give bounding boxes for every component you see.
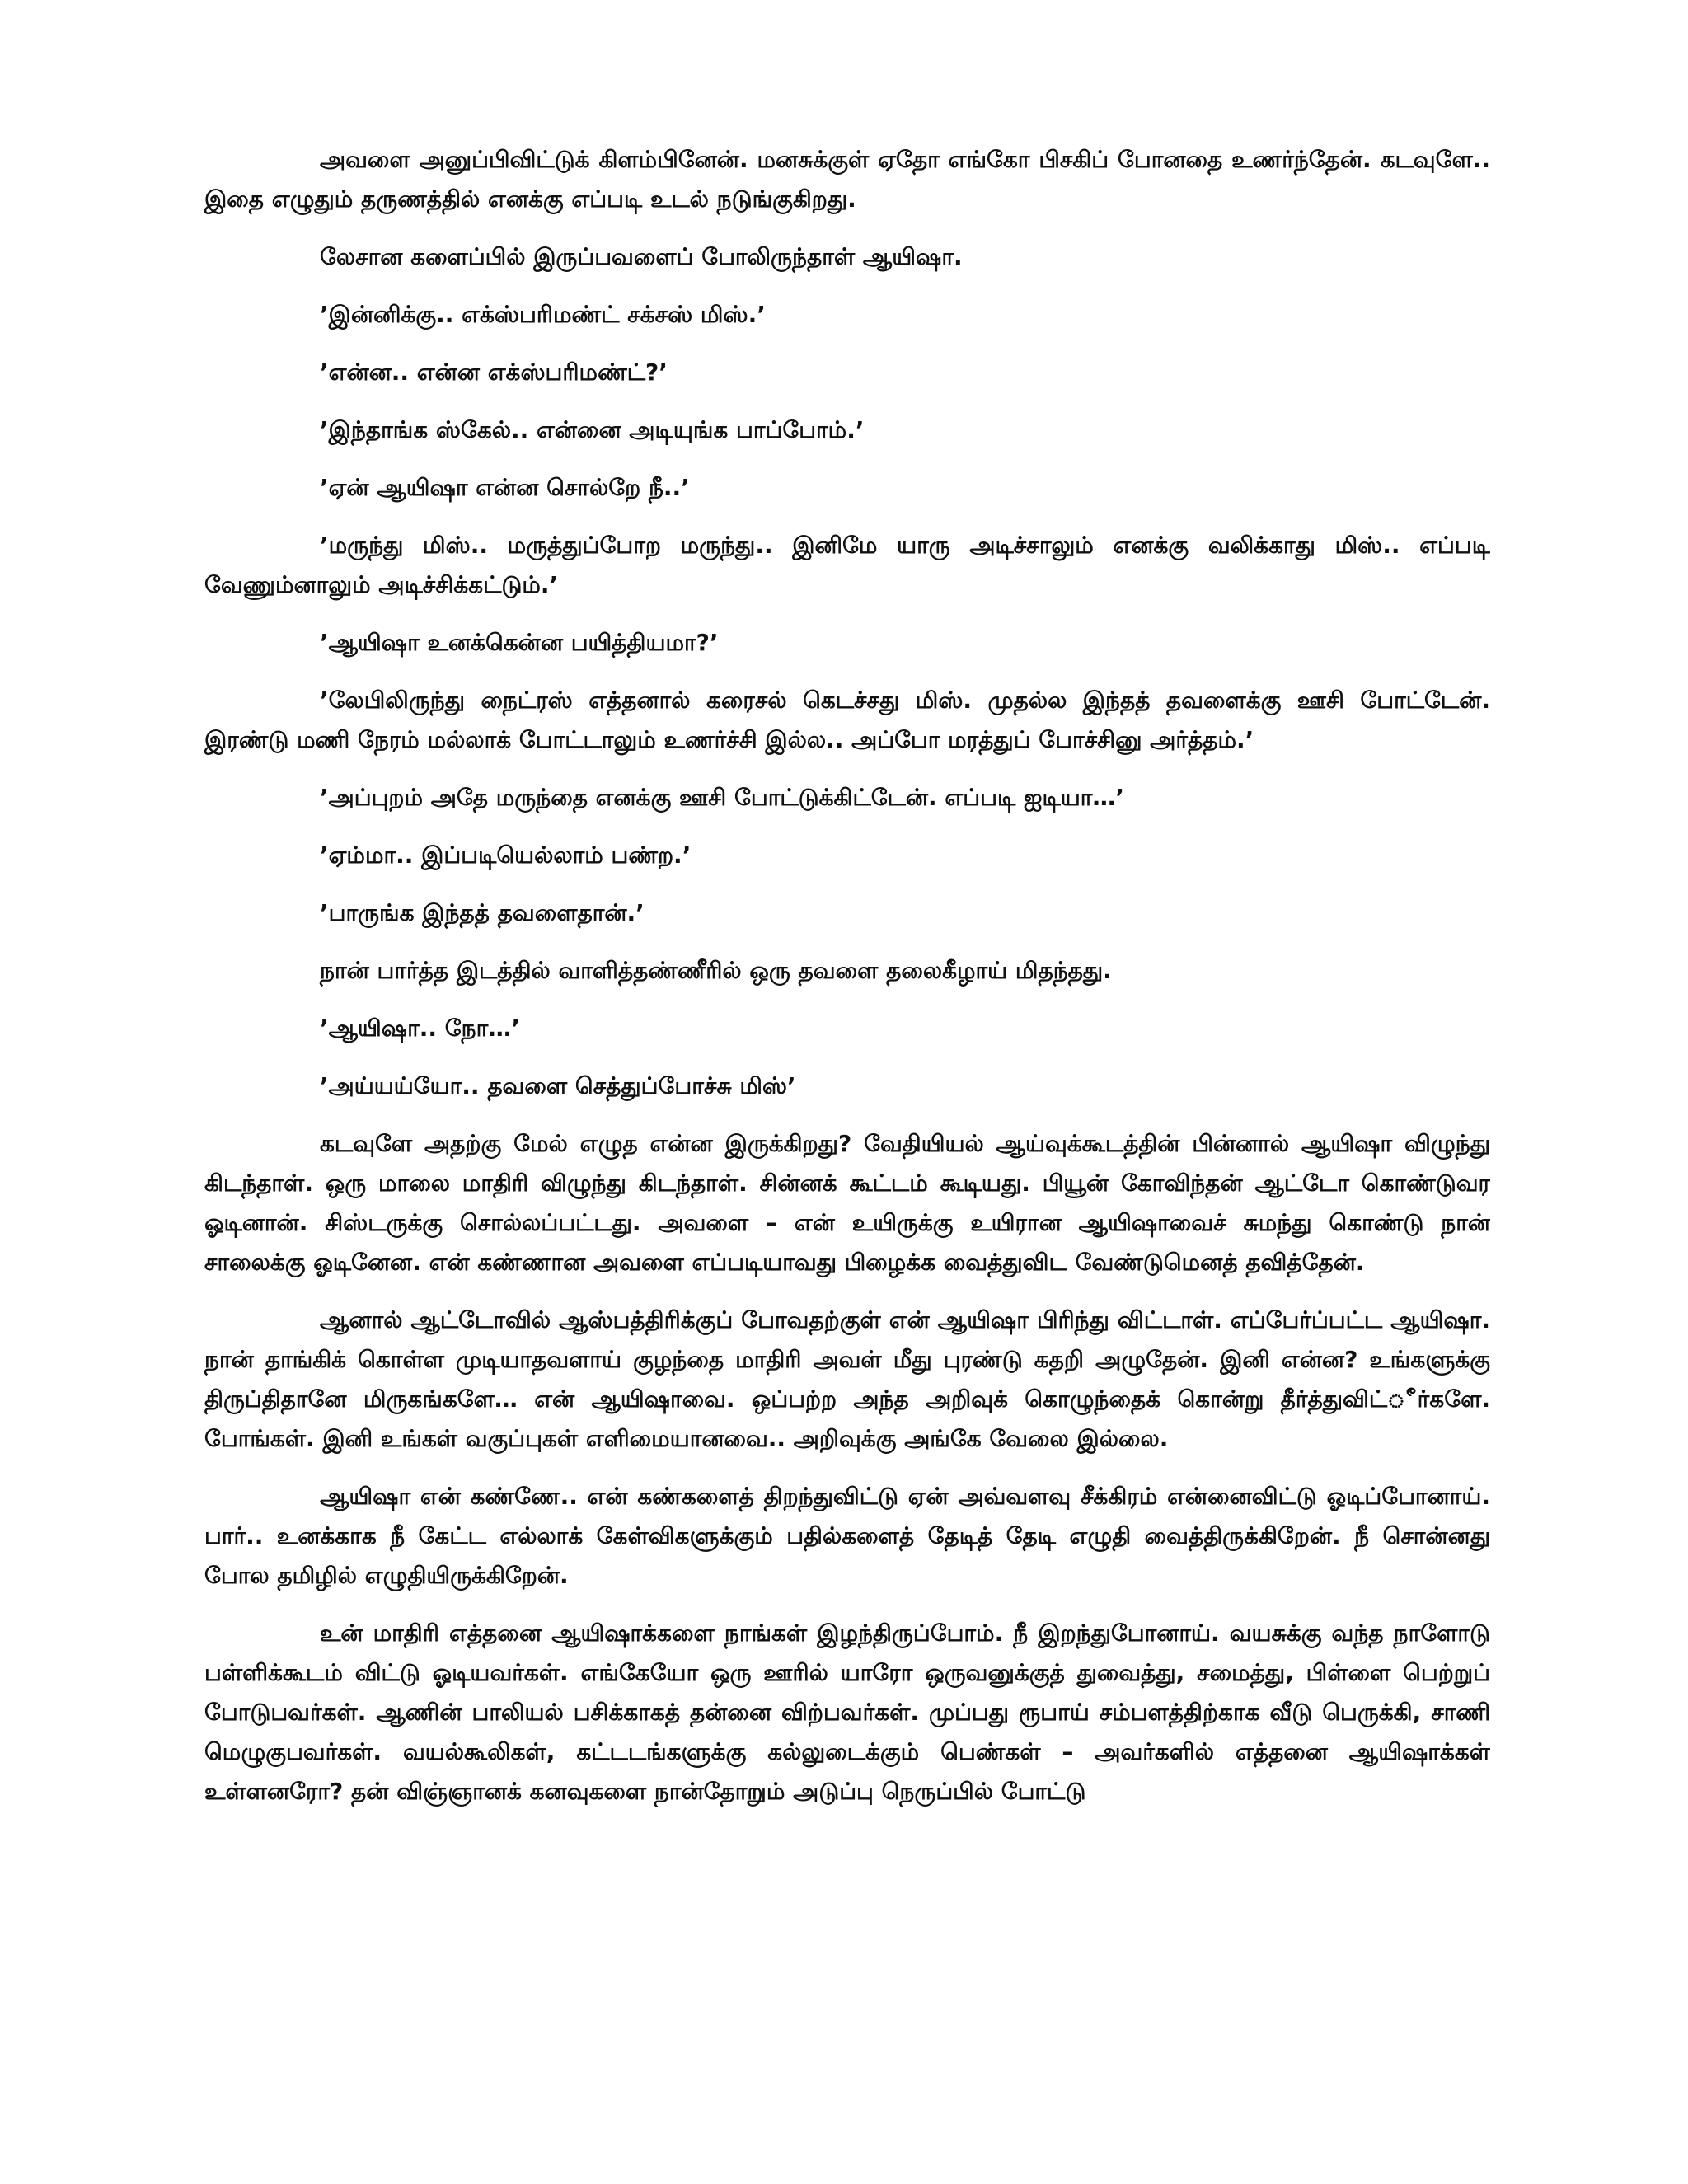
paragraph-3: நான் பார்த்த இடத்தில் வாளித்தண்ணீரில் ஒரு தவளை தலைகீழாய் மிதந்தது. xyxy=(320,957,1112,984)
dialogue-line-2: ’என்ன.. என்ன எக்ஸ்பரிமண்ட்?’ xyxy=(320,359,668,386)
dialogue-line-3: ’இந்தாங்க ஸ்கேல்.. என்னை அடியுங்க பாப்போம்.’ xyxy=(320,416,865,443)
dialogue-line-11: ’ஆயிஷா.. நோ…’ xyxy=(320,1015,520,1042)
paragraph-5: ஆனால் ஆட்டோவில் ஆஸ்பத்திரிக்குப் போவதற்குள் என் ஆயிஷா பிரிந்து விட்டாள். எப்பேர்ப்பட்ட ஆயிஷா. நான் தாங்கிக் கொள்ள முடியாதவளாய் குழந்தை மாதிரி அவள் மீது புரண்டு கதறி அழுதேன். இனி என்ன? உங்களுக்கு திருப்திதானே மிருகங்களே… என் ஆயிஷாவை. ஒப்பற்ற அந்த அறிவுக் கொழுந்தைக் கொன்று தீர்த்துவிட்ீர்களே. போங்கள். இனி உங்கள் வகுப்புகள் எளிமையானவை.. அறிவுக்கு அங்கே வேலை இல்லை. xyxy=(204,1306,1490,1452)
paragraph-6: ஆயிஷா என் கண்ணே.. என் கண்களைத் திறந்துவிட்டு ஏன் அவ்வளவு சீக்கிரம் என்னைவிட்டு ஓடிப்போனாய். பார்.. உனக்காக நீ கேட்ட எல்லாக் கேள்விகளுக்கும் பதில்களைத் தேடித் தேடி எழுதி வைத்திருக்கிறேன். நீ சொன்னது போல தமிழில் எழுதியிருக்கிறேன். xyxy=(204,1483,1490,1589)
dialogue-line-12: ’அய்யய்யோ.. தவளை செத்துப்போச்சு மிஸ்’ xyxy=(320,1072,796,1099)
dialogue-line-10: ’பாருங்க இந்தத் தவளைதான்.’ xyxy=(320,899,645,926)
dialogue-line-9: ’ஏம்மா.. இப்படியெல்லாம் பண்ற.’ xyxy=(320,841,692,869)
dialogue-line-7: ’லேபிலிருந்து நைட்ரஸ் எத்தனால் கரைசல் கெடச்சது மிஸ். முதல்ல இந்தத் தவளைக்கு ஊசி போட்டேன். இரண்டு மணி நேரம் மல்லாக் போட்டாலும் உணர்ச்சி இல்ல.. அப்போ மரத்துப் போச்சினு அர்த்தம்.’ xyxy=(204,687,1490,753)
dialogue-line-4: ’ஏன் ஆயிஷா என்ன சொல்றே நீ..’ xyxy=(320,474,690,501)
paragraph-4: கடவுளே அதற்கு மேல் எழுத என்ன இருக்கிறது? வேதியியல் ஆய்வுக்கூடத்தின் பின்னால் ஆயிஷா விழுந்து கிடந்தாள். ஒரு மாலை மாதிரி விழுந்து கிடந்தாள். சின்னக் கூட்டம் கூடியது. பியூன் கோவிந்தன் ஆட்டோ கொண்டுவர ஓடினான். சிஸ்டருக்கு சொல்லப்பட்டது. அவளை – என் உயிருக்கு உயிரான ஆயிஷாவைச் சுமந்து கொண்டு நான் சாலைக்கு ஓடினேன. என் கண்ணான அவளை எப்படியாவது பிழைக்க வைத்துவிட வேண்டுமெனத் தவித்தேன். xyxy=(204,1130,1490,1276)
paragraph-7: உன் மாதிரி எத்தனை ஆயிஷாக்களை நாங்கள் இழந்திருப்போம். நீ இறந்துபோனாய். வயசுக்கு வந்த நாளோடு பள்ளிக்கூடம் விட்டு ஓடியவர்கள். எங்கேயோ ஒரு ஊரில் யாரோ ஒருவனுக்குத் துவைத்து, சமைத்து, பிள்ளை பெற்றுப் போடுபவர்கள். ஆணின் பாலியல் பசிக்காகத் தன்னை விற்பவர்கள். முப்பது ரூபாய் சம்பளத்திற்காக வீடு பெருக்கி, சாணி மெழுகுபவர்கள். வயல்கூலிகள், கட்டடங்களுக்கு கல்லுடைக்கும் பெண்கள் – அவர்களில் எத்தனை ஆயிஷாக்கள் உள்ளனரோ? தன் விஞ்ஞானக் கனவுகளை நான்தோறும் அடுப்பு நெருப்பில் போட்டு xyxy=(204,1619,1490,1805)
dialogue-line-5: ’மருந்து மிஸ்.. மருத்துப்போற மருந்து.. இனிமே யாரு அடிச்சாலும் எனக்கு வலிக்காது மிஸ்.. எப்படி வேணும்னாலும் அடிச்சிக்கட்டும்.’ xyxy=(204,532,1490,598)
dialogue-line-8: ’அப்புறம் அதே மருந்தை எனக்கு ஊசி போட்டுக்கிட்டேன். எப்படி ஐடியா…’ xyxy=(320,784,1125,811)
dialogue-line-1: ’இன்னிக்கு.. எக்ஸ்பரிமண்ட் சக்சஸ் மிஸ்.’ xyxy=(320,301,766,328)
dialogue-line-6: ’ஆயிஷா உனக்கென்ன பயித்தியமா?’ xyxy=(320,629,719,656)
paragraph-2: லேசான களைப்பில் இருப்பவளைப் போலிருந்தாள் ஆயிஷா. xyxy=(320,243,963,270)
paragraph-1: அவளை அனுப்பிவிட்டுக் கிளம்பினேன். மனசுக்குள் ஏதோ எங்கோ பிசகிப் போனதை உணர்ந்தேன். கடவுளே.. இதை எழுதும் தருணத்தில் எனக்கு எப்படி உடல் நடுங்குகிறது. xyxy=(204,146,1490,213)
document-page xyxy=(204,140,1490,2135)
